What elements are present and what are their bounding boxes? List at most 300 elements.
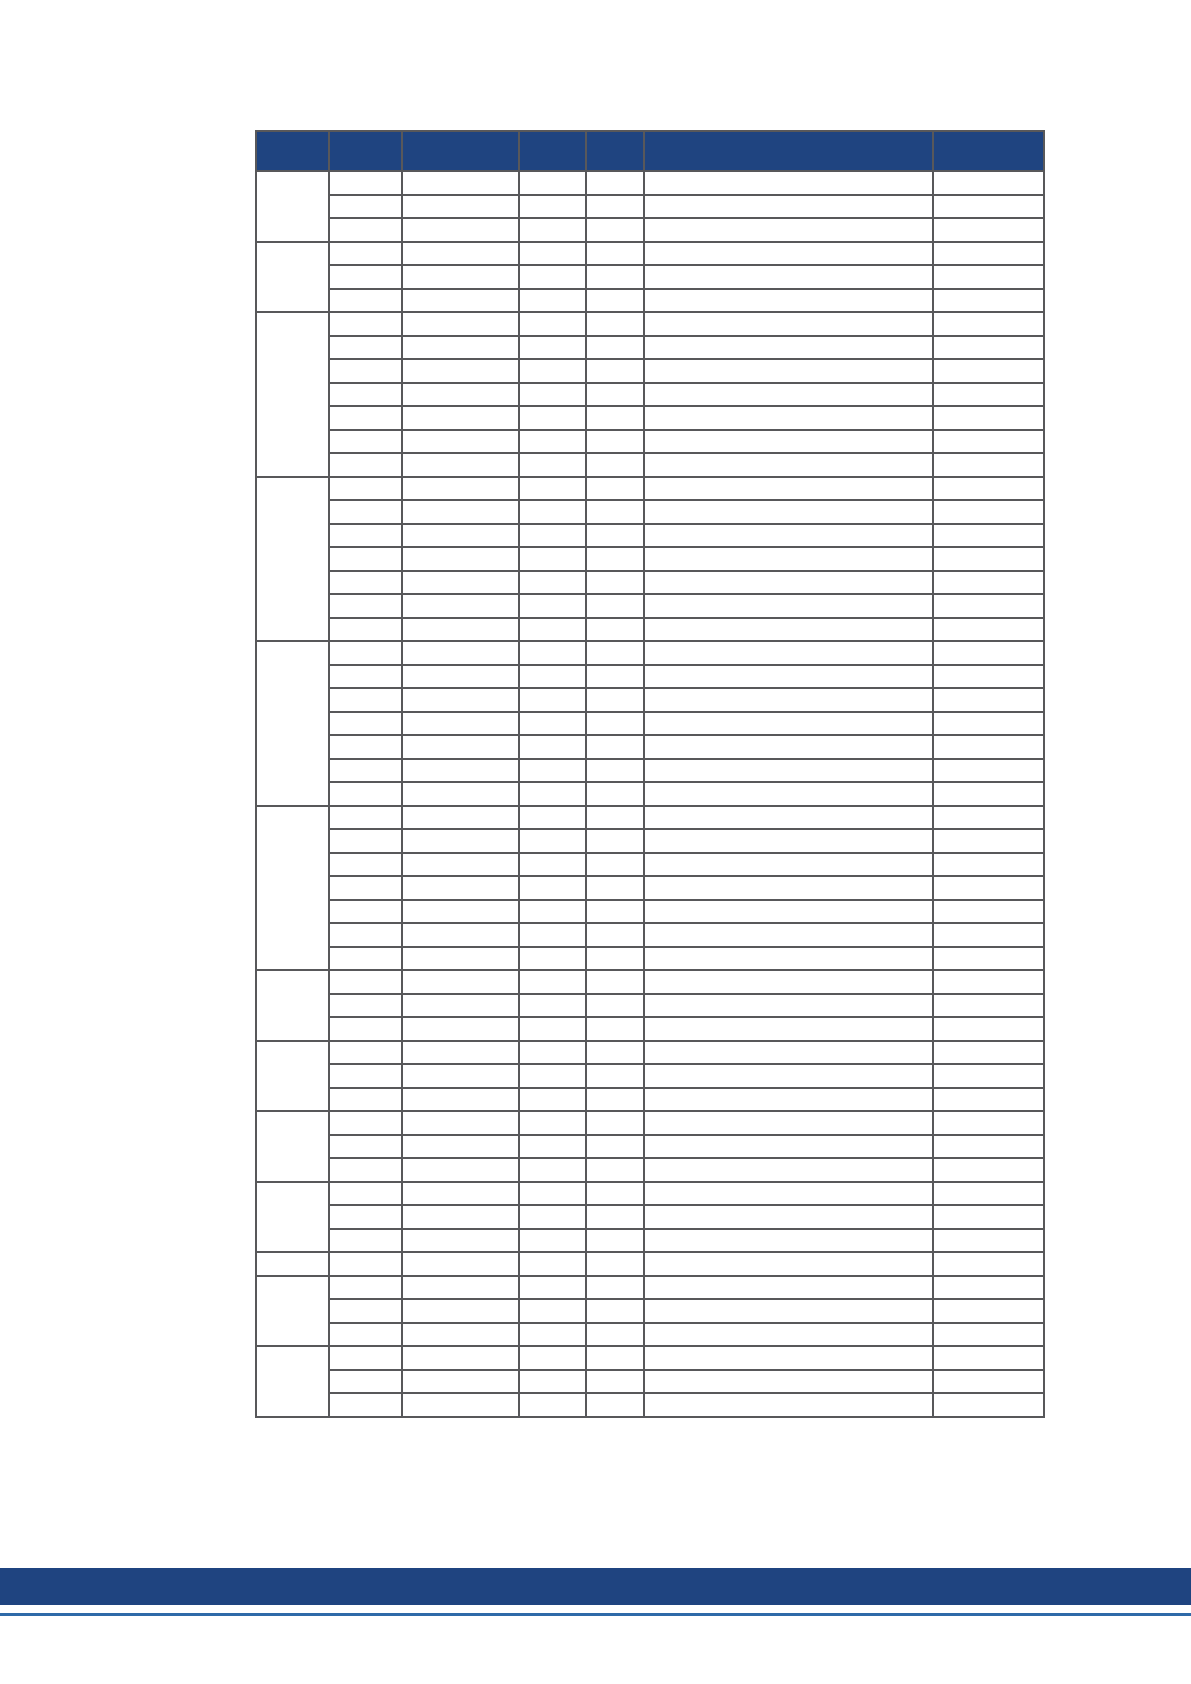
table-cell — [933, 900, 1044, 924]
table-cell — [402, 688, 519, 712]
table-row — [256, 265, 1044, 289]
table-cell — [933, 1299, 1044, 1323]
table-cell — [519, 994, 586, 1018]
table-header-row — [256, 131, 1044, 171]
table-cell — [329, 195, 402, 219]
table-cell — [933, 383, 1044, 407]
table-cell — [933, 853, 1044, 877]
group-label-cell — [256, 1041, 329, 1112]
header-cell — [519, 131, 586, 171]
table-cell — [586, 242, 644, 266]
table-cell — [933, 1041, 1044, 1065]
table-cell — [933, 195, 1044, 219]
table-cell — [519, 1158, 586, 1182]
table-cell — [519, 829, 586, 853]
table-cell — [329, 1346, 402, 1370]
table-cell — [329, 406, 402, 430]
table-cell — [329, 1205, 402, 1229]
table-cell — [402, 1323, 519, 1347]
table-cell — [402, 195, 519, 219]
table-cell — [586, 1393, 644, 1417]
table-cell — [644, 1088, 933, 1112]
table-cell — [402, 1229, 519, 1253]
table-row — [256, 782, 1044, 806]
table-cell — [402, 970, 519, 994]
table-cell — [402, 782, 519, 806]
table-cell — [586, 406, 644, 430]
table-cell — [644, 1252, 933, 1276]
table-cell — [519, 242, 586, 266]
table-row — [256, 1017, 1044, 1041]
table-cell — [644, 1158, 933, 1182]
table-cell — [402, 218, 519, 242]
table-cell — [644, 853, 933, 877]
table-cell — [933, 242, 1044, 266]
parameter-table — [255, 130, 1045, 1418]
table-cell — [933, 1135, 1044, 1159]
table-row — [256, 406, 1044, 430]
table-cell — [519, 782, 586, 806]
table-cell — [933, 547, 1044, 571]
table-cell — [586, 876, 644, 900]
table-cell — [644, 265, 933, 289]
table-cell — [329, 1041, 402, 1065]
table-cell — [519, 477, 586, 501]
table-cell — [402, 994, 519, 1018]
table-cell — [933, 994, 1044, 1018]
table-cell — [402, 571, 519, 595]
group-label-cell — [256, 1182, 329, 1253]
table-cell — [402, 900, 519, 924]
table-row — [256, 218, 1044, 242]
table-cell — [402, 1064, 519, 1088]
table-cell — [586, 947, 644, 971]
table-cell — [933, 829, 1044, 853]
table-cell — [329, 1252, 402, 1276]
table-cell — [586, 1323, 644, 1347]
table-cell — [402, 477, 519, 501]
table-cell — [329, 336, 402, 360]
table-row — [256, 923, 1044, 947]
table-cell — [644, 524, 933, 548]
table-cell — [644, 406, 933, 430]
table-cell — [519, 735, 586, 759]
table-cell — [933, 688, 1044, 712]
table-cell — [644, 806, 933, 830]
table-cell — [519, 594, 586, 618]
table-row — [256, 1276, 1044, 1300]
table-cell — [402, 171, 519, 195]
table-cell — [933, 218, 1044, 242]
table-cell — [586, 500, 644, 524]
table-cell — [329, 312, 402, 336]
table-cell — [586, 923, 644, 947]
table-cell — [519, 571, 586, 595]
table-cell — [933, 1205, 1044, 1229]
table-cell — [586, 688, 644, 712]
table-cell — [644, 547, 933, 571]
table-cell — [519, 500, 586, 524]
table-cell — [329, 477, 402, 501]
table-cell — [933, 1252, 1044, 1276]
table-cell — [402, 524, 519, 548]
table-cell — [933, 453, 1044, 477]
table-cell — [519, 453, 586, 477]
table-cell — [329, 1370, 402, 1394]
table-cell — [519, 1182, 586, 1206]
table-cell — [519, 970, 586, 994]
table-cell — [519, 1370, 586, 1394]
table-row — [256, 171, 1044, 195]
table-cell — [402, 947, 519, 971]
table-cell — [329, 853, 402, 877]
table-cell — [586, 1111, 644, 1135]
table-row — [256, 994, 1044, 1018]
table-cell — [644, 947, 933, 971]
table-cell — [519, 923, 586, 947]
table-cell — [933, 1346, 1044, 1370]
table-row — [256, 524, 1044, 548]
group-label-cell — [256, 1346, 329, 1417]
table-cell — [644, 500, 933, 524]
table-cell — [519, 1041, 586, 1065]
table-cell — [933, 430, 1044, 454]
table-cell — [402, 1041, 519, 1065]
table-cell — [644, 1135, 933, 1159]
table-cell — [519, 524, 586, 548]
table-cell — [644, 430, 933, 454]
table-cell — [586, 1276, 644, 1300]
table-cell — [644, 218, 933, 242]
table-cell — [644, 171, 933, 195]
table-cell — [644, 383, 933, 407]
table-cell — [644, 453, 933, 477]
table-cell — [586, 782, 644, 806]
table-cell — [329, 923, 402, 947]
table-row — [256, 453, 1044, 477]
table-row — [256, 829, 1044, 853]
table-cell — [329, 359, 402, 383]
table-cell — [402, 1111, 519, 1135]
table-row — [256, 665, 1044, 689]
table-cell — [402, 1370, 519, 1394]
table-cell — [519, 1346, 586, 1370]
table-cell — [586, 571, 644, 595]
header-cell — [586, 131, 644, 171]
table-cell — [519, 547, 586, 571]
table-cell — [644, 970, 933, 994]
table-cell — [329, 618, 402, 642]
table-cell — [402, 876, 519, 900]
table-row — [256, 1252, 1044, 1276]
table-cell — [519, 1323, 586, 1347]
table-cell — [933, 923, 1044, 947]
table-cell — [519, 665, 586, 689]
table-row — [256, 759, 1044, 783]
table-cell — [586, 453, 644, 477]
table-cell — [519, 1017, 586, 1041]
table-cell — [933, 359, 1044, 383]
group-label-cell — [256, 171, 329, 242]
table-cell — [519, 712, 586, 736]
table-cell — [329, 688, 402, 712]
table-row — [256, 594, 1044, 618]
table-cell — [329, 806, 402, 830]
table-row — [256, 1135, 1044, 1159]
table-cell — [329, 876, 402, 900]
table-cell — [519, 641, 586, 665]
header-cell — [402, 131, 519, 171]
table-cell — [644, 195, 933, 219]
table-cell — [519, 312, 586, 336]
table-cell — [586, 1299, 644, 1323]
table-cell — [519, 171, 586, 195]
table-cell — [644, 688, 933, 712]
table-cell — [329, 1017, 402, 1041]
table-cell — [586, 1158, 644, 1182]
table-row — [256, 947, 1044, 971]
table-cell — [329, 265, 402, 289]
table-cell — [329, 1064, 402, 1088]
table-cell — [933, 1158, 1044, 1182]
table-cell — [586, 594, 644, 618]
table-cell — [329, 453, 402, 477]
table-cell — [644, 289, 933, 313]
table-cell — [519, 1229, 586, 1253]
table-cell — [644, 336, 933, 360]
table-cell — [586, 759, 644, 783]
table-cell — [586, 195, 644, 219]
table-cell — [402, 289, 519, 313]
table-cell — [933, 171, 1044, 195]
table-cell — [933, 477, 1044, 501]
table-row — [256, 1182, 1044, 1206]
table-cell — [329, 1393, 402, 1417]
table-cell — [586, 1370, 644, 1394]
table-cell — [586, 900, 644, 924]
table-cell — [402, 712, 519, 736]
table-cell — [329, 994, 402, 1018]
table-cell — [329, 1229, 402, 1253]
table-cell — [644, 1182, 933, 1206]
group-label-cell — [256, 1111, 329, 1182]
table-cell — [402, 406, 519, 430]
table-cell — [644, 665, 933, 689]
group-label-cell — [256, 1252, 329, 1276]
table-cell — [329, 759, 402, 783]
table-row — [256, 242, 1044, 266]
table-cell — [519, 1276, 586, 1300]
table-row — [256, 876, 1044, 900]
table-cell — [586, 829, 644, 853]
table-cell — [519, 359, 586, 383]
table-cell — [402, 312, 519, 336]
table-row — [256, 1041, 1044, 1065]
table-cell — [933, 594, 1044, 618]
table-cell — [402, 1346, 519, 1370]
table-cell — [933, 1182, 1044, 1206]
table-cell — [402, 1276, 519, 1300]
table-cell — [933, 265, 1044, 289]
table-cell — [644, 1205, 933, 1229]
table-cell — [586, 171, 644, 195]
table-row — [256, 1111, 1044, 1135]
table-cell — [644, 1041, 933, 1065]
table-cell — [644, 923, 933, 947]
table-cell — [586, 1205, 644, 1229]
table-cell — [586, 641, 644, 665]
table-cell — [402, 594, 519, 618]
table-cell — [519, 265, 586, 289]
table-cell — [586, 289, 644, 313]
table-cell — [644, 571, 933, 595]
table-cell — [586, 853, 644, 877]
table-cell — [586, 806, 644, 830]
table-cell — [933, 1370, 1044, 1394]
table-cell — [402, 1017, 519, 1041]
table-cell — [933, 735, 1044, 759]
table-cell — [586, 430, 644, 454]
table-cell — [933, 759, 1044, 783]
table-cell — [586, 665, 644, 689]
table-cell — [329, 641, 402, 665]
table-cell — [519, 406, 586, 430]
table-cell — [329, 218, 402, 242]
table-cell — [402, 1205, 519, 1229]
table-cell — [644, 759, 933, 783]
table-cell — [933, 571, 1044, 595]
table-cell — [586, 1088, 644, 1112]
table-cell — [933, 641, 1044, 665]
table-cell — [329, 289, 402, 313]
table-cell — [519, 336, 586, 360]
table-row — [256, 500, 1044, 524]
table-cell — [519, 688, 586, 712]
table-cell — [586, 1064, 644, 1088]
table-cell — [329, 665, 402, 689]
table-cell — [586, 712, 644, 736]
table-cell — [933, 1393, 1044, 1417]
table-cell — [402, 641, 519, 665]
table-cell — [644, 1229, 933, 1253]
table-row — [256, 735, 1044, 759]
table-cell — [402, 500, 519, 524]
table-cell — [933, 500, 1044, 524]
table-cell — [329, 430, 402, 454]
table-cell — [519, 1393, 586, 1417]
table-cell — [933, 1064, 1044, 1088]
table-cell — [933, 947, 1044, 971]
table-cell — [644, 477, 933, 501]
table-cell — [644, 242, 933, 266]
table-cell — [402, 1158, 519, 1182]
table-row — [256, 359, 1044, 383]
table-row — [256, 1393, 1044, 1417]
table-cell — [644, 618, 933, 642]
table-cell — [586, 1346, 644, 1370]
table-cell — [586, 1041, 644, 1065]
table-cell — [402, 242, 519, 266]
table-cell — [402, 430, 519, 454]
table-cell — [519, 1064, 586, 1088]
table-row — [256, 289, 1044, 313]
table-cell — [933, 1229, 1044, 1253]
group-label-cell — [256, 641, 329, 806]
table-cell — [519, 383, 586, 407]
table-row — [256, 1064, 1044, 1088]
table-cell — [519, 1205, 586, 1229]
table-row — [256, 1370, 1044, 1394]
table-cell — [644, 876, 933, 900]
table-cell — [519, 806, 586, 830]
table-cell — [644, 594, 933, 618]
table-cell — [402, 806, 519, 830]
table-cell — [402, 1252, 519, 1276]
table-row — [256, 336, 1044, 360]
table-cell — [644, 1299, 933, 1323]
table-row — [256, 312, 1044, 336]
table-cell — [519, 1111, 586, 1135]
table-cell — [402, 453, 519, 477]
table-cell — [402, 1299, 519, 1323]
table-cell — [933, 524, 1044, 548]
table-cell — [586, 312, 644, 336]
table-cell — [586, 1135, 644, 1159]
table-cell — [519, 195, 586, 219]
table-cell — [933, 336, 1044, 360]
table-row — [256, 1299, 1044, 1323]
group-label-cell — [256, 242, 329, 313]
group-label-cell — [256, 312, 329, 477]
table-cell — [586, 383, 644, 407]
table-cell — [519, 618, 586, 642]
table-cell — [402, 1393, 519, 1417]
table-cell — [329, 947, 402, 971]
group-label-cell — [256, 806, 329, 971]
table-row — [256, 477, 1044, 501]
header-cell — [329, 131, 402, 171]
table-cell — [644, 359, 933, 383]
table-row — [256, 900, 1044, 924]
table-cell — [329, 1135, 402, 1159]
table-cell — [644, 782, 933, 806]
table-cell — [519, 900, 586, 924]
table-cell — [329, 782, 402, 806]
table-cell — [933, 406, 1044, 430]
table-cell — [586, 524, 644, 548]
table-cell — [586, 1252, 644, 1276]
table-cell — [933, 1323, 1044, 1347]
group-label-cell — [256, 477, 329, 642]
table-cell — [329, 1299, 402, 1323]
table-cell — [402, 265, 519, 289]
table-cell — [329, 594, 402, 618]
table-cell — [933, 1276, 1044, 1300]
table-cell — [329, 1088, 402, 1112]
table-row — [256, 970, 1044, 994]
table-cell — [402, 359, 519, 383]
table-cell — [329, 1323, 402, 1347]
table-row — [256, 1088, 1044, 1112]
table-cell — [586, 735, 644, 759]
table-cell — [329, 571, 402, 595]
table-row — [256, 641, 1044, 665]
header-cell — [644, 131, 933, 171]
table-cell — [933, 289, 1044, 313]
table-cell — [586, 265, 644, 289]
table-row — [256, 712, 1044, 736]
table-row — [256, 547, 1044, 571]
